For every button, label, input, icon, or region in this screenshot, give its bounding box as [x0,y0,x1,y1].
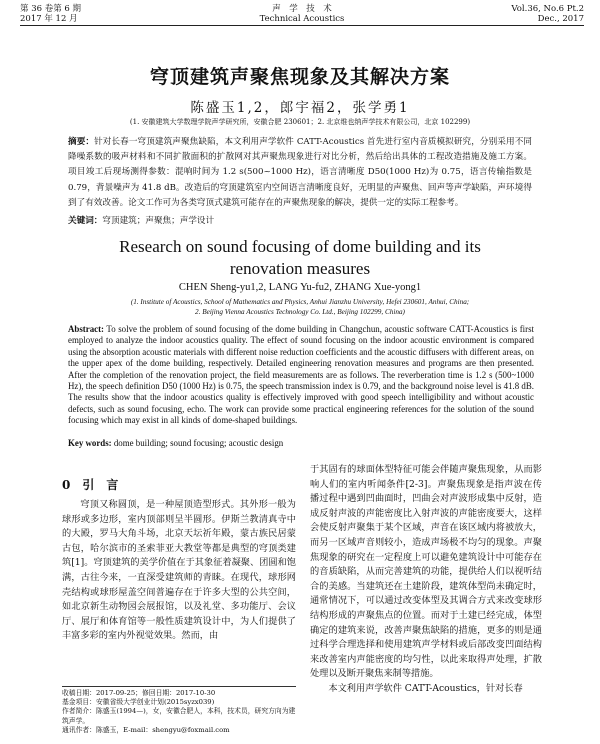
header-center: 声 学 技 术 Technical Acoustics [259,4,345,24]
cn-title: 穹顶建筑声聚焦现象及其解决方案 [149,66,450,88]
en-abstract-label: Abstract: [68,324,104,334]
en-title: Research on sound focusing of dome building and its renovation measures [119,237,481,278]
header-right: Vol.36, No.6 Pt.2 Dec., 2017 [511,4,584,24]
en-authors: CHEN Sheng-yu1,2, LANG Yu-fu2, ZHANG Xue-yong1 [178,282,422,293]
en-keywords [68,438,534,448]
cn-abstract-text: 针对长春一穹顶建筑声聚焦缺陷，本文利用声学软件 CATT-Acoustics 首先进行室内音质模拟研究，分别采用不同降噪系数的吸声材料和不同扩散面积的扩散网对其声聚焦现象进行对比分析，然后给出具体的工程改造措施及施工方案。项目竣工后现场测得参数：混响时间为 1.2 s(500~1000 Hz)，语言清晰度 D50(1000 Hz)为 0.75，语言传输指数是 0.79，背景噪声为 41.8 dB。改造后的穹顶建筑室内空间语言清晰度良好，无明显的声聚焦、回声等声学缺陷，声环境得到了有效改善。论文工作可为各类穹顶式建筑可能存在的声聚焦现象的解决，提供一定的实际工程参考。 [68,137,532,208]
section-heading: 0 引 言 [62,478,119,492]
body-left-column [62,498,296,644]
cn-keywords [68,214,532,226]
en-abstract [68,324,534,427]
body-paragraph: 穹顶又称圆顶，是一种屋顶造型形式。其外形一般为球形或多边形，室内顶部则呈半圆形。伊斯兰教清真寺中的大殿，罗马大角斗场，北京天坛祈年殿，蒙古族民居蒙古包，哈尔滨市的圣索菲亚大教堂等都是典型的穹顶类建筑[1]。穹顶建筑的美学价值在于其象征着凝聚、团圆和饱满，古往今来，一直深受建筑师的青睐。在现代，球形网壳结构或球形屋盖空间普遍存在于许多大型的公共空间，如北京新生动物园会展报馆，以及礼堂、多功能厅、会议厅、展厅和体育馆等一般性质建筑设计中，为人们提供了丰富多彩的室内外视觉效果。然而，由 [62,499,296,642]
cn-abstract-label: 摘要： [68,137,95,147]
en-abstract-text: To solve the problem of sound focusing of the dome building in Changchun, acoustic software CATT-Acoustics is first employed to analyze the indoor acoustics quality. The effect of sound focusing on the indoor acoustic environment is compared using the absorption acoustic materials with different noise reduction coefficients and the acoustic diffusers with different areas, on the upper apex of the dome building, respectively. Detailed engineering renovation measures and programs are then presented. After the completion of the renovation project, the field measurements are as follows. The reverberation time is 1.2 s (500~1000 Hz), the speech definition D50 (1000 Hz) is 0.75, the speech transmission index is 0.79, and the background noise level is 41.8 dB. The results show that the indoor acoustics quality is effectively improved with good speech intelligibility and without acoustic defects, such as sound focusing, echo. The work can provide some practical engineering references for the solution of the sound focusing which may exist in all kinds of dome-shaped buildings. [68,324,534,426]
en-keywords-label: Key words: [68,438,112,448]
cn-abstract [68,135,532,211]
en-affiliation: (1. Institute of Acoustics, School of Mathematics and Physics, Anhui Jianzhu University, Hefei 230601, Anhui, China; 2. Beijing Vienna Acoustics Technology Co. Ltd., Beijing 102299, China) [130,298,470,316]
running-header [20,4,584,26]
cn-affiliation: (1. 安徽建筑大学数理学院声学研究所，安徽合肥 230601；2. 北京维也纳声学技术有限公司，北京 102299) [129,118,471,126]
cn-keywords-text: 穹顶建筑；声聚焦；声学设计 [102,216,215,226]
cn-keywords-label: 关键词： [68,216,103,226]
en-keywords-text: dome building; sound focusing; acoustic design [113,438,284,448]
cn-authors: 陈盛玉1,2，郎宇福2，张学勇1 [190,100,410,116]
footnote: 收稿日期：2017-09-25；修回日期：2017-10-30 基金项目：安徽省级大学创业计划(2015syzx039) 作者简介：陈盛玉(1994—)，女，安徽合肥人，本科，技术员，研究方向为建筑声学。 通讯作者：陈盛玉，E-mail：shengyu@foxmail.com [62,686,296,735]
body-right-column [310,463,542,697]
header-left: 第 36 卷第 6 期 2017 年 12 月 [20,4,82,24]
body-paragraph: 本文利用声学软件 CATT-Acoustics，针对长春 [328,682,523,694]
body-paragraph: 于其固有的球面体型特征可能会伴随声聚焦现象，从而影响人们的室内听闻条件[2-3]。声聚焦现象是指声波在传播过程中遇到凹曲面时，凹曲会对声波形成集中反射，造成反射声波的声能密度比入射声波的声能密度要大，这样会使反射声聚集于某个区域，声音在该区域内将被放大，而另一区域声音则较小，造成声场极不均匀的现象。声聚焦现象的研究在一定程度上可以避免建筑设计中可能存在的音质缺陷，从而完善建筑的功能，提供给人们以视听结合的美感。当建筑还在土建阶段，建筑体型尚未确定时，通常情况下，可以通过改变体型及其调合方式来改变球形结构形成的声聚焦点的位置。而对于土建已经完成，体型确定的建筑来说，改善声聚焦缺陷的措施，更多的则是通过科学合理选择和使用建筑声学材料或后部改变凹面结构来改善室内声能密度的均匀性，以此来取得声处理，扩散处理以及断开聚焦来制等措施。 [310,464,542,680]
